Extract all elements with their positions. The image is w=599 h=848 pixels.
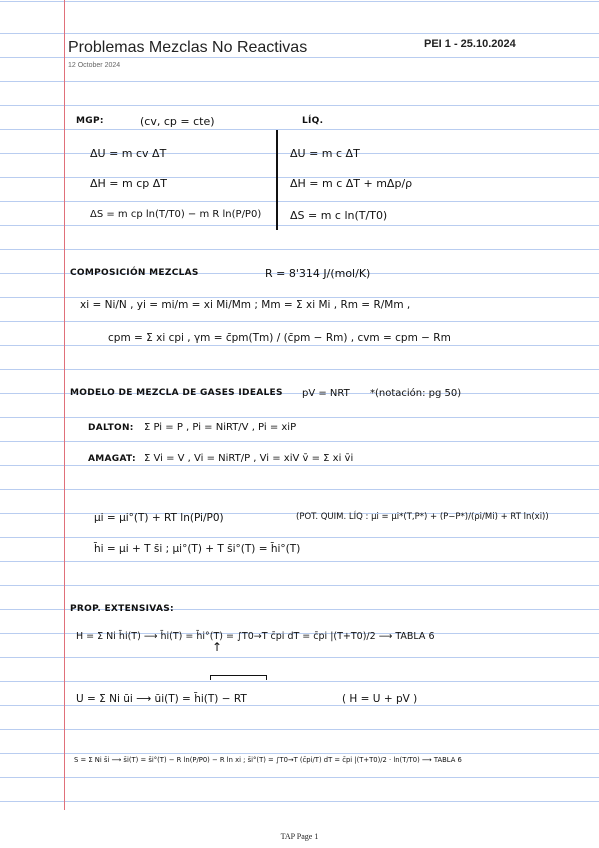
ideal-gas-law: pV = NRT [302,388,350,399]
overbracket [210,675,267,680]
amagat-eq: Σ Vi = V , Vi = NiRT/P , Vi = xiV v̄ = Σ xi v̄i [144,453,354,464]
mgp-du: ΔU = m cv ΔT [90,147,167,160]
enthalpy-definition: ( H = U + pV ) [342,693,418,705]
prop-heading: PROP. EXTENSIVAS: [70,604,174,614]
liq-heading: LÍQ. [302,116,324,126]
amagat-label: AMAGAT: [88,454,136,464]
enthalpy-eq: H = Σ Ni h̄i(T) ⟶ h̄i(T) = h̄i°(T) = ∫T0→T c̄pi dT = c̄pi |(T+T0)/2 ⟶ TABLA 6 [76,631,435,642]
footer-band [0,812,599,848]
composition-eq-1: xi = Ni/N , yi = mi/m = xi Mi/Mm ; Mm = Σ xi Mi , Rm = R/Mm , [80,299,411,311]
margin-line [64,0,65,810]
liq-ds: ΔS = m c ln(T/T0) [290,209,388,222]
notation-note: *(notación: pg 50) [370,388,462,399]
entropy-eq: S = Σ Ni s̄i ⟶ s̄i(T) = s̄i°(T) − R ln(P/P0) − R ln xi ; s̄i°(T) = ∫T0→T (c̄pi/T) dT = c̄pi |(T+T0)/2 · ln(T/T0) ⟶ TABLA 6 [74,756,462,764]
mgp-ds: ΔS = m cp ln(T/T0) − m R ln(P/P0) [90,209,262,220]
liq-dh: ΔH = m c ΔT + mΔp/ρ [290,177,413,190]
composition-eq-2: cpm = Σ xi cpi , γm = c̄pm(Tm) / (c̄pm − Rm) , cvm = cpm − Rm [108,332,451,344]
mgp-dh: ΔH = m cp ΔT [90,177,167,190]
dalton-label: DALTON: [88,423,134,433]
modelo-heading: MODELO DE MEZCLA DE GASES IDEALES [70,388,283,398]
page-date: 12 October 2024 [68,62,121,69]
gas-constant: R = 8'314 J/(mol/K) [265,267,371,280]
mgp-condition: (cv, cp = cte) [140,115,215,128]
arrow-up-icon: ↑ [212,640,223,654]
exam-tag: PEI 1 - 25.10.2024 [424,38,516,50]
liq-du: ΔU = m c ΔT [290,147,360,160]
column-divider [276,130,278,230]
enthalpy-relation-eq: h̄i = μi + T s̄i ; μi°(T) + T s̄i°(T) = h̄i°(T) [94,543,301,555]
mgp-heading: MGP: [76,116,104,126]
dalton-eq: Σ Pi = P , Pi = NiRT/V , Pi = xiP [144,422,297,433]
internal-energy-eq: U = Σ Ni ūi ⟶ ūi(T) = h̄i(T) − RT [76,693,247,705]
composicion-heading: COMPOSICIÓN MEZCLAS [70,268,199,278]
page-title: Problemas Mezclas No Reactivas [68,39,311,57]
liquid-potential-eq: (POT. QUIM. LÍQ : μi = μi*(T,P*) + (P−P*)/(ρi/Mi) + RT ln(xi)) [296,512,549,522]
page-footer: TAP Page 1 [280,832,319,841]
chemical-potential-eq: μi = μi°(T) + RT ln(Pi/P0) [94,512,224,524]
